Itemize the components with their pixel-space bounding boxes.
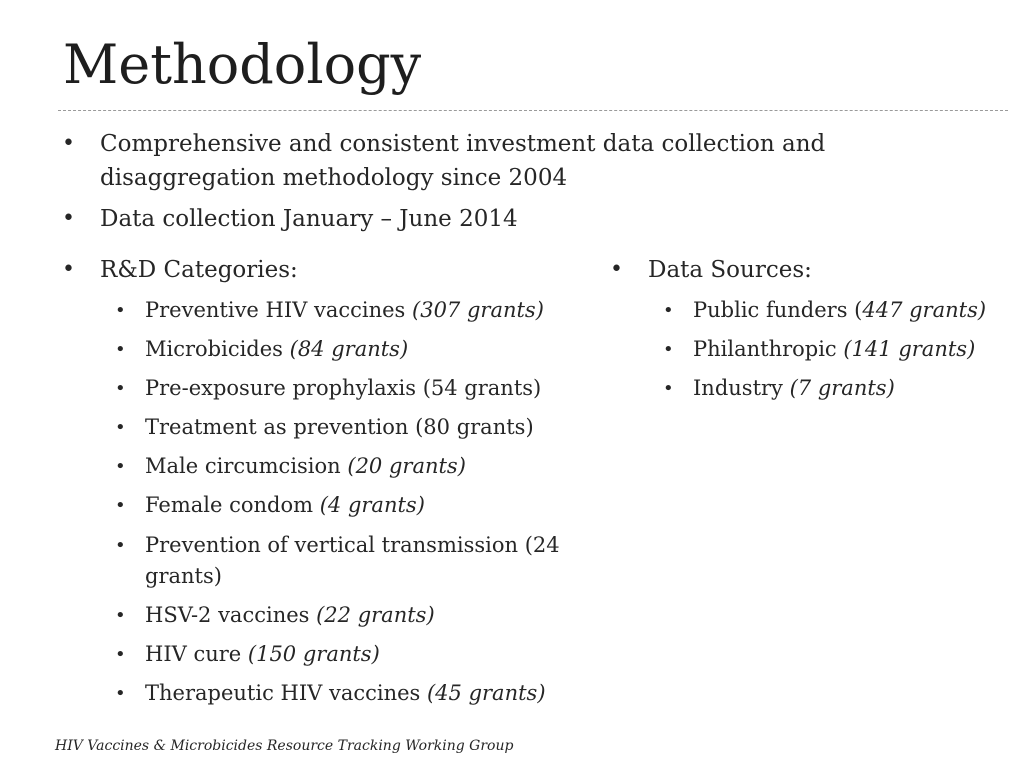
- list-item: [145, 639, 380, 670]
- list-item: [145, 678, 546, 709]
- item-count: (4 grants): [319, 493, 425, 517]
- item-label: Prevention of vertical transmission (24 grants): [145, 533, 560, 588]
- item-count: (150 grants): [247, 642, 380, 666]
- intro-bullet-1: • Comprehensive and consistent investment data collection and disaggregation methodology since 2004: [100, 127, 880, 195]
- item-count: (141 grants): [843, 337, 976, 361]
- item-label: Industry: [693, 376, 790, 400]
- item-label: Therapeutic HIV vaccines: [145, 681, 427, 705]
- item-label: HSV-2 vaccines: [145, 603, 317, 627]
- item-count: (22 grants): [316, 603, 435, 627]
- page-title: Methodology: [63, 33, 422, 96]
- list-item: [145, 334, 408, 365]
- rd-categories-heading: • R&D Categories:: [100, 253, 298, 287]
- item-label: Treatment as prevention (80 grants): [145, 415, 534, 439]
- list-item: [145, 600, 435, 631]
- item-count: (45 grants): [426, 681, 546, 705]
- title-divider: [58, 110, 1008, 111]
- list-item: [145, 412, 534, 443]
- list-item: [693, 295, 986, 326]
- item-label: Microbicides: [145, 337, 290, 361]
- item-count: (84 grants): [289, 337, 409, 361]
- item-count: (7 grants): [789, 376, 895, 400]
- list-item: [145, 295, 544, 326]
- item-count: (20 grants): [347, 454, 466, 478]
- item-count: (307 grants): [412, 298, 544, 322]
- item-count: 447 grants): [862, 298, 987, 322]
- list-item: [145, 451, 466, 482]
- item-label: Female condom: [145, 493, 320, 517]
- item-label: Preventive HIV vaccines: [145, 298, 413, 322]
- list-item: [145, 530, 575, 592]
- item-label: Public funders (: [693, 298, 863, 322]
- slide-footer: HIV Vaccines & Microbicides Resource Tracking Working Group: [55, 738, 514, 754]
- item-label: Philanthropic: [693, 337, 844, 361]
- intro-bullet-2: • Data collection January – June 2014: [100, 202, 518, 236]
- list-item: [693, 334, 975, 365]
- data-sources-heading: • Data Sources:: [648, 253, 812, 287]
- list-item: [145, 490, 425, 521]
- item-label: Pre-exposure prophylaxis (54 grants): [145, 376, 542, 400]
- list-item: [145, 373, 541, 404]
- list-item: [693, 373, 895, 404]
- item-label: Male circumcision: [145, 454, 348, 478]
- item-label: HIV cure: [145, 642, 248, 666]
